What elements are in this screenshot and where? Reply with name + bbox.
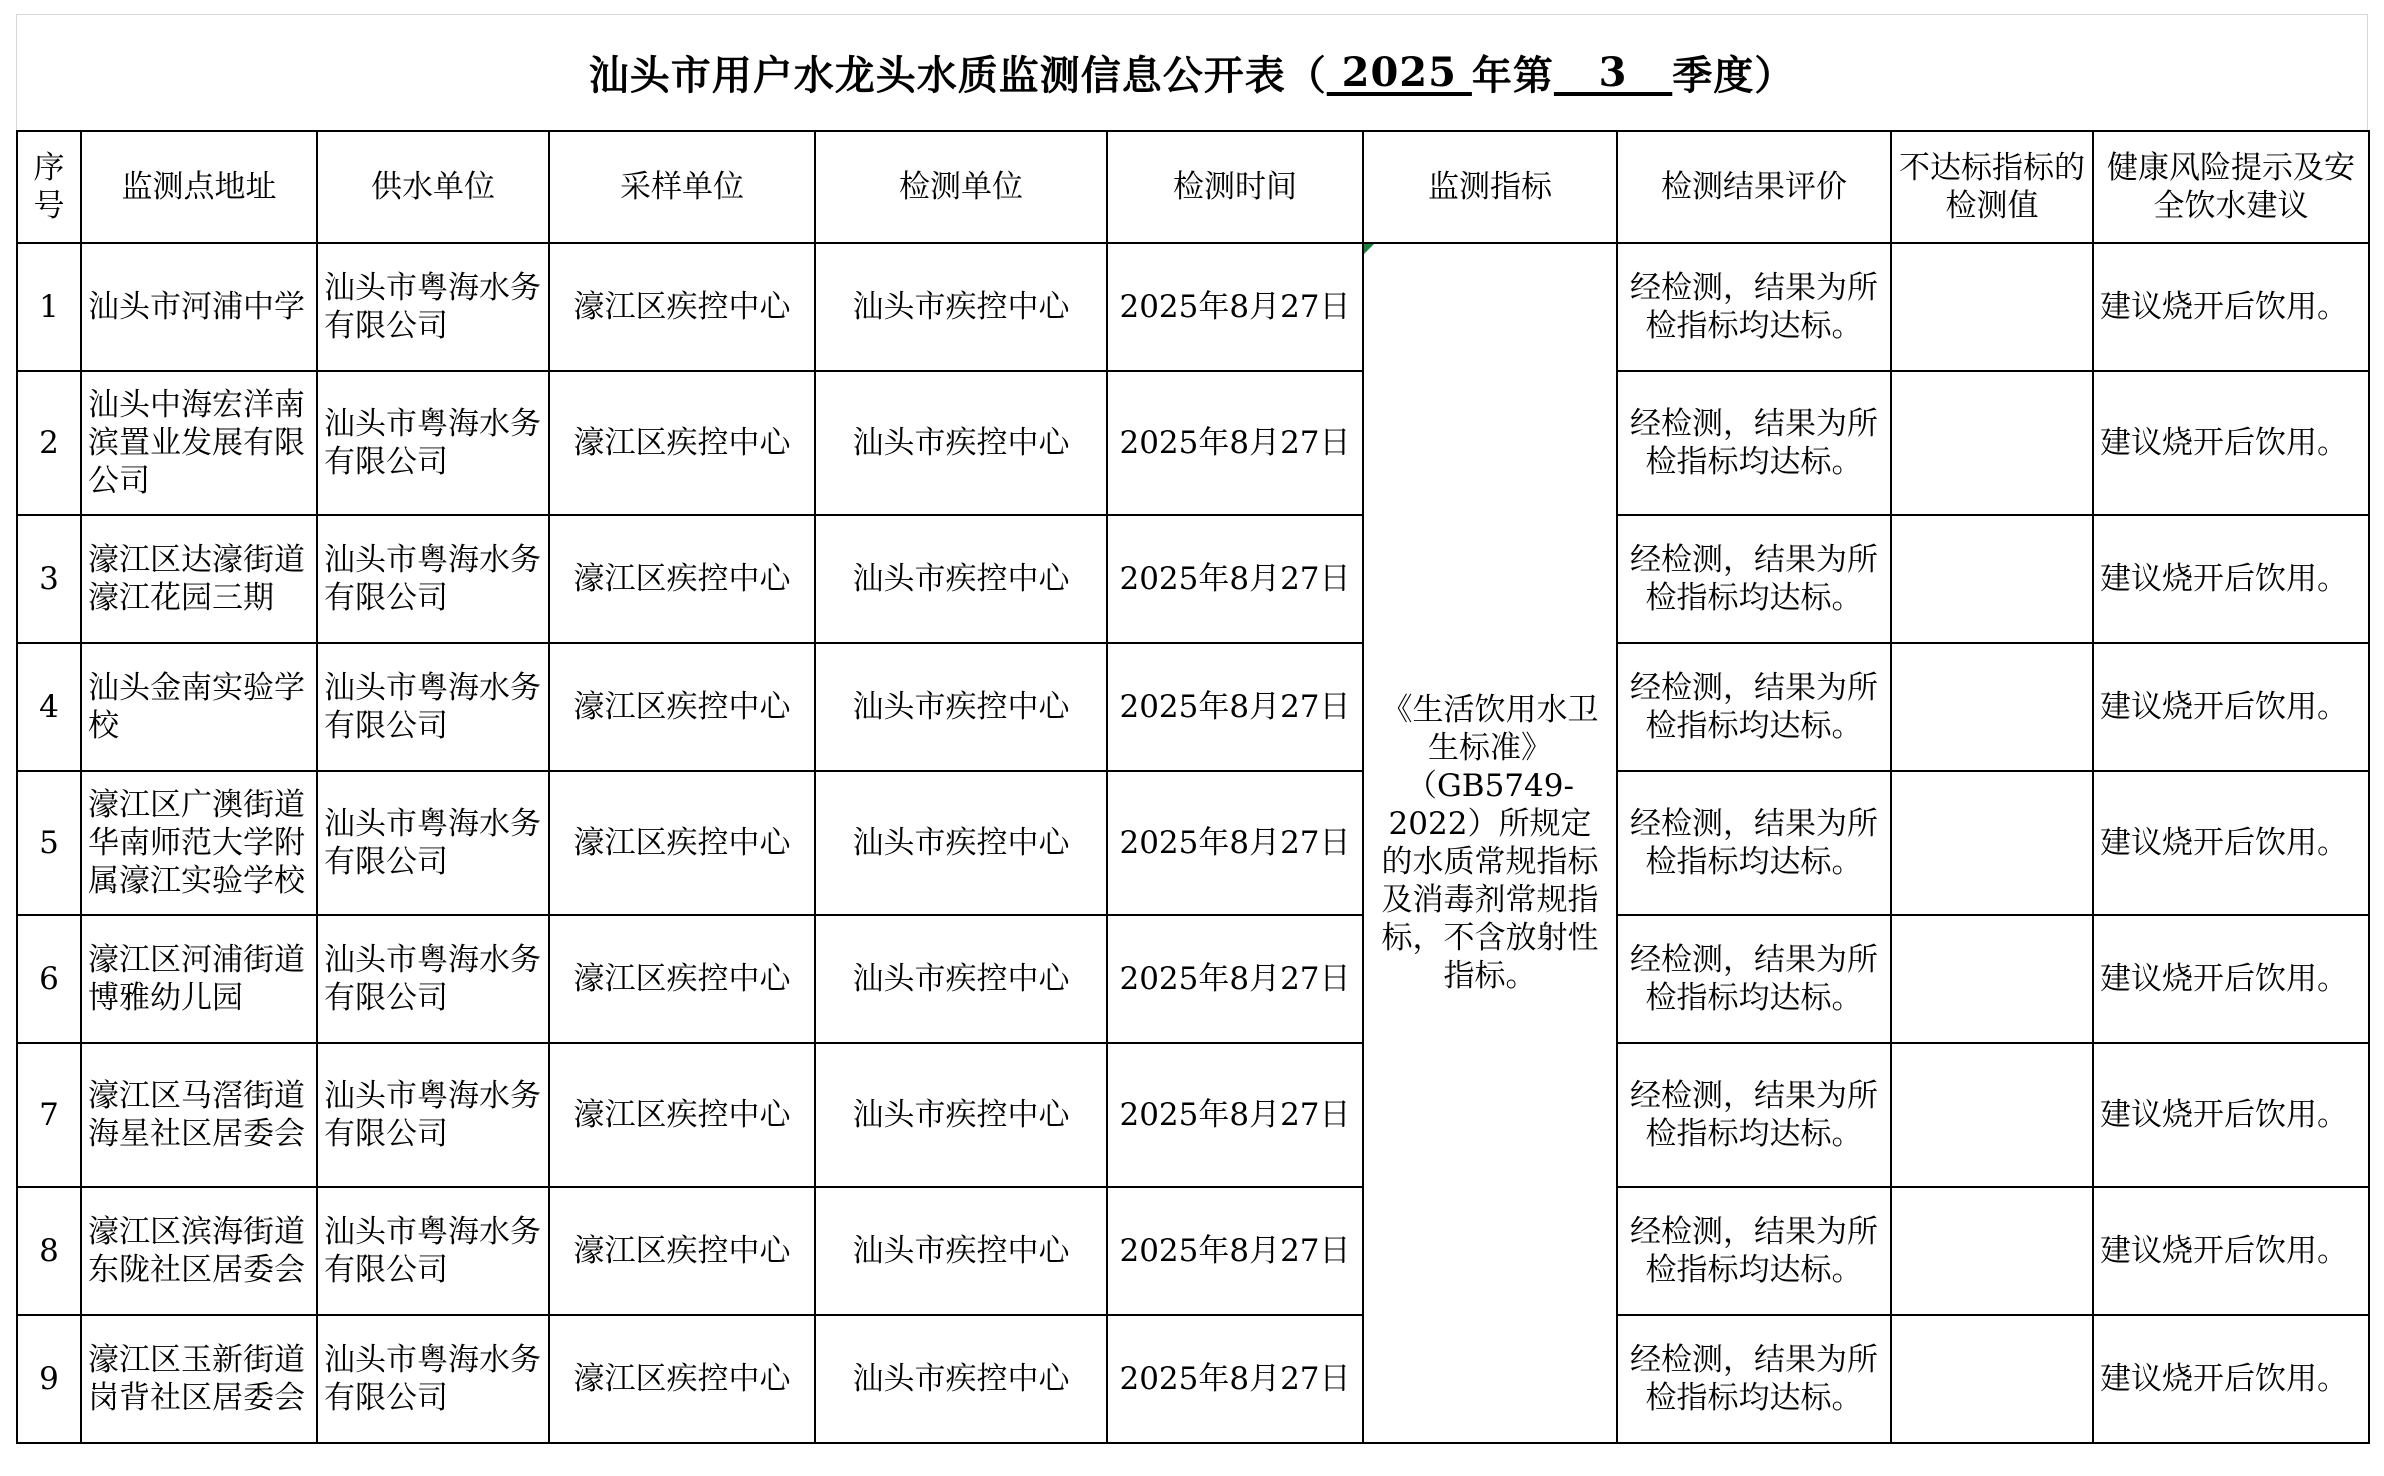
cell-value <box>1891 243 2093 371</box>
cell-tester: 汕头市疾控中心 <box>815 771 1107 915</box>
header-date: 检测时间 <box>1107 131 1363 243</box>
cell-tester: 汕头市疾控中心 <box>815 515 1107 643</box>
indicator-text: 《生活饮用水卫生标准》（GB5749-2022）所规定的水质常规指标及消毒剂常规指标，不含放射性指标。 <box>1381 692 1599 994</box>
cell-advice: 建议烧开后饮用。 <box>2093 1043 2369 1187</box>
cell-no: 2 <box>17 371 81 515</box>
cell-sampler: 濠江区疾控中心 <box>549 643 815 771</box>
title-suffix: 季度） <box>1672 52 1796 99</box>
cell-advice: 建议烧开后饮用。 <box>2093 771 2369 915</box>
cell-value <box>1891 771 2093 915</box>
cell-no: 6 <box>17 915 81 1043</box>
cell-value <box>1891 515 2093 643</box>
cell-result: 经检测，结果为所检指标均达标。 <box>1617 243 1891 371</box>
table-row <box>17 243 2369 371</box>
cell-date: 2025年8月27日 <box>1107 243 1363 371</box>
cell-sampler: 濠江区疾控中心 <box>549 1187 815 1315</box>
cell-advice: 建议烧开后饮用。 <box>2093 915 2369 1043</box>
header-value: 不达标指标的检测值 <box>1891 131 2093 243</box>
cell-address: 汕头市河浦中学 <box>81 243 317 371</box>
cell-result: 经检测，结果为所检指标均达标。 <box>1617 643 1891 771</box>
cell-advice: 建议烧开后饮用。 <box>2093 515 2369 643</box>
cell-sampler: 濠江区疾控中心 <box>549 1043 815 1187</box>
cell-tester: 汕头市疾控中心 <box>815 1187 1107 1315</box>
cell-address: 濠江区马滘街道海星社区居委会 <box>81 1043 317 1187</box>
cell-advice: 建议烧开后饮用。 <box>2093 643 2369 771</box>
cell-address: 濠江区玉新街道岗背社区居委会 <box>81 1315 317 1443</box>
cell-address: 濠江区河浦街道博雅幼儿园 <box>81 915 317 1043</box>
table-row <box>17 515 2369 643</box>
cell-date: 2025年8月27日 <box>1107 771 1363 915</box>
cell-sampler: 濠江区疾控中心 <box>549 243 815 371</box>
cell-sampler: 濠江区疾控中心 <box>549 1315 815 1443</box>
cell-supplier: 汕头市粤海水务有限公司 <box>317 1187 549 1315</box>
cell-address: 濠江区滨海街道东陇社区居委会 <box>81 1187 317 1315</box>
cell-value <box>1891 1043 2093 1187</box>
cell-tester: 汕头市疾控中心 <box>815 243 1107 371</box>
cell-supplier: 汕头市粤海水务有限公司 <box>317 1315 549 1443</box>
table-row <box>17 915 2369 1043</box>
cell-result: 经检测，结果为所检指标均达标。 <box>1617 1315 1891 1443</box>
monitoring-table <box>16 130 2370 1444</box>
cell-address: 濠江区广澳街道华南师范大学附属濠江实验学校 <box>81 771 317 915</box>
cell-date: 2025年8月27日 <box>1107 1315 1363 1443</box>
cell-date: 2025年8月27日 <box>1107 643 1363 771</box>
table-row <box>17 643 2369 771</box>
cell-tester: 汕头市疾控中心 <box>815 643 1107 771</box>
cell-date: 2025年8月27日 <box>1107 1043 1363 1187</box>
table-row <box>17 771 2369 915</box>
cell-advice: 建议烧开后饮用。 <box>2093 243 2369 371</box>
cell-advice: 建议烧开后饮用。 <box>2093 1315 2369 1443</box>
cell-supplier: 汕头市粤海水务有限公司 <box>317 771 549 915</box>
header-tester: 检测单位 <box>815 131 1107 243</box>
cell-date: 2025年8月27日 <box>1107 915 1363 1043</box>
cell-result: 经检测，结果为所检指标均达标。 <box>1617 771 1891 915</box>
cell-result: 经检测，结果为所检指标均达标。 <box>1617 515 1891 643</box>
table-row <box>17 1315 2369 1443</box>
cell-tester: 汕头市疾控中心 <box>815 1043 1107 1187</box>
cell-tester: 汕头市疾控中心 <box>815 1315 1107 1443</box>
cell-tester: 汕头市疾控中心 <box>815 371 1107 515</box>
cell-supplier: 汕头市粤海水务有限公司 <box>317 243 549 371</box>
cell-result: 经检测，结果为所检指标均达标。 <box>1617 1187 1891 1315</box>
title-prefix: 汕头市用户水龙头水质监测信息公开表（ <box>588 52 1327 99</box>
header-indicator: 监测指标 <box>1363 131 1617 243</box>
cell-value <box>1891 643 2093 771</box>
cell-result: 经检测，结果为所检指标均达标。 <box>1617 915 1891 1043</box>
cell-address: 汕头中海宏洋南滨置业发展有限公司 <box>81 371 317 515</box>
cell-value <box>1891 915 2093 1043</box>
cell-sampler: 濠江区疾控中心 <box>549 771 815 915</box>
cell-advice: 建议烧开后饮用。 <box>2093 1187 2369 1315</box>
cell-advice: 建议烧开后饮用。 <box>2093 371 2369 515</box>
cell-value <box>1891 1315 2093 1443</box>
header-sampler: 采样单位 <box>549 131 815 243</box>
table-row <box>17 1043 2369 1187</box>
cell-tester: 汕头市疾控中心 <box>815 915 1107 1043</box>
cell-address: 汕头金南实验学校 <box>81 643 317 771</box>
title-quarter: 3 <box>1553 49 1673 96</box>
cell-value <box>1891 371 2093 515</box>
header-address: 监测点地址 <box>81 131 317 243</box>
cell-result: 经检测，结果为所检指标均达标。 <box>1617 371 1891 515</box>
cell-no: 4 <box>17 643 81 771</box>
cell-address: 濠江区达濠街道濠江花园三期 <box>81 515 317 643</box>
cell-value <box>1891 1187 2093 1315</box>
cell-no: 1 <box>17 243 81 371</box>
cell-no: 8 <box>17 1187 81 1315</box>
table-row <box>17 371 2369 515</box>
cell-no: 9 <box>17 1315 81 1443</box>
cell-sampler: 濠江区疾控中心 <box>549 515 815 643</box>
cell-no: 7 <box>17 1043 81 1187</box>
header-no: 序号 <box>17 131 81 243</box>
table-row <box>17 1187 2369 1315</box>
cell-sampler: 濠江区疾控中心 <box>549 371 815 515</box>
title-mid: 年第 <box>1471 52 1554 99</box>
cell-date: 2025年8月27日 <box>1107 515 1363 643</box>
header-supplier: 供水单位 <box>317 131 549 243</box>
spreadsheet <box>16 14 2368 1462</box>
cell-supplier: 汕头市粤海水务有限公司 <box>317 515 549 643</box>
header-advice: 健康风险提示及安全饮水建议 <box>2093 131 2369 243</box>
title-year: 2025 <box>1326 49 1472 96</box>
cell-sampler: 濠江区疾控中心 <box>549 915 815 1043</box>
cell-supplier: 汕头市粤海水务有限公司 <box>317 915 549 1043</box>
header-row <box>17 131 2369 243</box>
header-result: 检测结果评价 <box>1617 131 1891 243</box>
page-title <box>16 14 2368 130</box>
cell-indicator <box>1363 243 1617 1443</box>
cell-result: 经检测，结果为所检指标均达标。 <box>1617 1043 1891 1187</box>
cell-no: 5 <box>17 771 81 915</box>
cell-date: 2025年8月27日 <box>1107 371 1363 515</box>
cell-supplier: 汕头市粤海水务有限公司 <box>317 371 549 515</box>
cell-supplier: 汕头市粤海水务有限公司 <box>317 1043 549 1187</box>
cell-supplier: 汕头市粤海水务有限公司 <box>317 643 549 771</box>
comment-indicator-icon <box>1364 244 1374 254</box>
cell-no: 3 <box>17 515 81 643</box>
cell-date: 2025年8月27日 <box>1107 1187 1363 1315</box>
